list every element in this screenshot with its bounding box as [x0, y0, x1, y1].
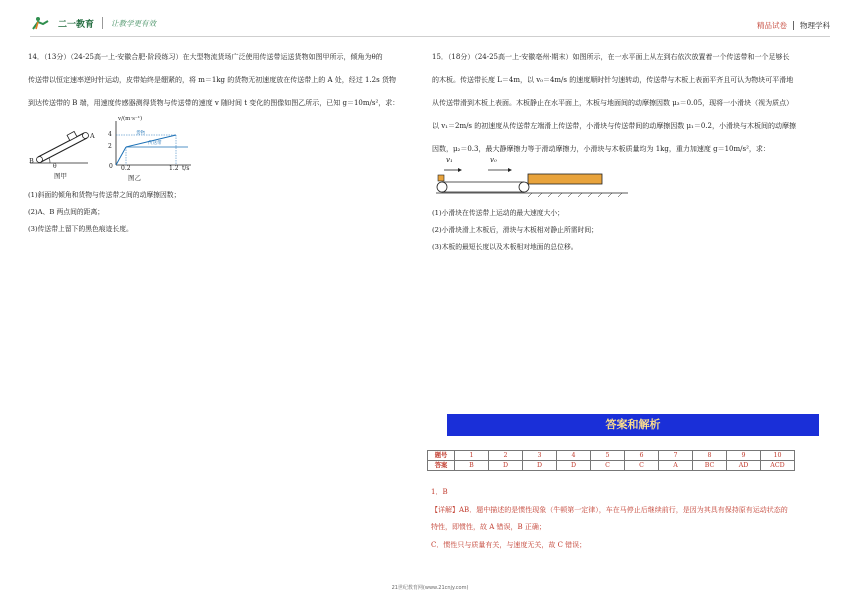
- incline-diagram: [28, 117, 98, 173]
- question-14: [28, 46, 413, 238]
- slogan: 让教学更有效: [111, 18, 157, 28]
- q15-subquestion: (2)小滑块滑上木板后，滑块与木板相对静止所需时间；: [432, 226, 598, 234]
- q14-line: 传送带以恒定速率逆时针运动，皮带始终是绷紧的，将 m＝1kg 的货物无初速度放在传送带上的 A 处，经过 1.2s 货物: [28, 76, 396, 84]
- question-number-cell: 8: [693, 451, 727, 461]
- table-header-cell: 题号: [428, 451, 455, 461]
- belt-board-diagram: [432, 161, 632, 201]
- figure-vt-graph: [106, 117, 196, 183]
- label-b: B: [29, 157, 34, 165]
- table-row: [428, 461, 795, 471]
- answer-cell: C: [591, 461, 625, 471]
- question-number-cell: 7: [659, 451, 693, 461]
- runner-logo-icon: [30, 16, 56, 30]
- q15-line: 以 v₁＝2m/s 的初速度从传送带左端滑上传送带，小滑块与传送带间的动摩擦因数 μ₁＝0.2，小滑块与木板间的动摩擦: [432, 122, 796, 130]
- table-header-cell: 答案: [428, 461, 455, 471]
- answer-cell: A: [659, 461, 693, 471]
- q15-subquestion: (1)小滑块在传送带上运动的最大速度大小；: [432, 209, 564, 217]
- question-number-cell: 5: [591, 451, 625, 461]
- tick-y-4: 4: [108, 131, 112, 138]
- question-number-cell: 2: [489, 451, 523, 461]
- answer-cell: ACD: [761, 461, 795, 471]
- figure-conveyor-incline: [28, 117, 98, 183]
- logo-text: 二一教育: [58, 19, 95, 30]
- answer-cell: D: [557, 461, 591, 471]
- answer-cell: AD: [727, 461, 761, 471]
- caption-figure-a: 图甲: [54, 172, 67, 180]
- q14-line: 到达传送带的 B 端，用速度传感器测得货物与传送带的速度 v 随时间 t 变化的图像如图乙所示，已知 g＝10m/s²，求：: [28, 99, 400, 107]
- q15-line: 的木板。传送带长度 L＝4m，以 v₀＝4m/s 的速度顺时针匀速转动，传送带与木板上表面平齐且可认为物块可平滑地: [432, 76, 794, 84]
- header-rule: [30, 36, 830, 37]
- header-right: [757, 20, 830, 31]
- header-divider: [102, 17, 103, 29]
- question-number-cell: 4: [557, 451, 591, 461]
- solution-line: 【详解】AB．题中描述的是惯性现象（牛顿第一定律），车在马停止后继续前行，是因为其具有保持原有运动状态的: [431, 505, 788, 514]
- q15-line: 从传送带滑到木板上表面。木板静止在水平面上，木板与地面间的动摩擦因数 μ₃＝0.05，现将一小滑块（视为质点）: [432, 99, 794, 107]
- question-number-cell: 3: [523, 451, 557, 461]
- q14-subquestion: (2)A、B 两点间的距离；: [28, 208, 105, 216]
- solution-line: 特性，即惯性，故 A 错误，B 正确；: [431, 523, 546, 531]
- q15-line: 15．（18分）（24-25高一上·安徽亳州·期末）如图所示，在一水平面上从左到右依次放置着一个传送带和一个足够长: [432, 53, 790, 61]
- tick-x-0-2: 0.2: [121, 165, 131, 172]
- tick-y-2: 2: [108, 143, 112, 150]
- q15-subquestion: (3)木板的最短长度以及木板相对地面的总位移。: [432, 243, 578, 251]
- series-label-belt: 传送带: [148, 141, 162, 146]
- q15-line: 因数，μ₂＝0.3，最大静摩擦力等于滑动摩擦力，小滑块与木板质量均为 1kg，重力加速度 g＝10m/s²，求：: [432, 145, 770, 153]
- answers-banner: 答案和解析: [447, 414, 819, 436]
- logo: [30, 16, 156, 30]
- solution-line: 1．B: [431, 488, 448, 496]
- answer-cell: D: [489, 461, 523, 471]
- answer-cell: BC: [693, 461, 727, 471]
- question-15: [432, 46, 832, 256]
- answer-cell: C: [625, 461, 659, 471]
- q14-subquestion: (1)斜面的倾角和货物与传送带之间的动摩擦因数；: [28, 191, 181, 199]
- graph-xlabel: t/s: [182, 165, 190, 172]
- tick-x-1-2: 1.2: [169, 165, 179, 172]
- caption-figure-b: 图乙: [128, 174, 141, 182]
- table-row: [428, 451, 795, 461]
- label-v1: v₁: [446, 156, 453, 164]
- subject-label: 物理学科: [800, 21, 830, 30]
- solution-line: C．惯性只与质量有关，与速度无关，故 C 错误；: [431, 540, 587, 549]
- label-v0: v₀: [490, 156, 497, 164]
- brand-label: 精品试卷: [757, 21, 787, 30]
- tick-x-0: 0: [109, 163, 113, 170]
- solution-section: [431, 484, 831, 554]
- answer-table: [427, 450, 795, 471]
- answer-cell: D: [523, 461, 557, 471]
- answer-cell: B: [455, 461, 489, 471]
- series-label-cargo: 货物: [136, 131, 145, 136]
- q14-line: 14．（13分）（24-25高一上·安徽合肥·阶段练习）在大型物流货场广泛使用传送带运送货物如图甲所示，倾角为θ的: [28, 53, 383, 61]
- question-number-cell: 9: [727, 451, 761, 461]
- graph-ylabel: v/(m·s⁻¹): [118, 116, 143, 122]
- question-number-cell: 6: [625, 451, 659, 461]
- label-a: A: [90, 132, 95, 140]
- page-footer: 21世纪教育网(www.21cnjy.com): [391, 585, 469, 591]
- label-theta: θ: [53, 163, 57, 170]
- q14-subquestion: (3)传送带上留下的黑色痕迹长度。: [28, 225, 133, 233]
- header-separator: [793, 21, 794, 30]
- question-number-cell: 10: [761, 451, 795, 461]
- q14-figures: [28, 117, 413, 183]
- page-header: [0, 0, 860, 40]
- question-number-cell: 1: [455, 451, 489, 461]
- figure-belt-and-board: [432, 156, 632, 201]
